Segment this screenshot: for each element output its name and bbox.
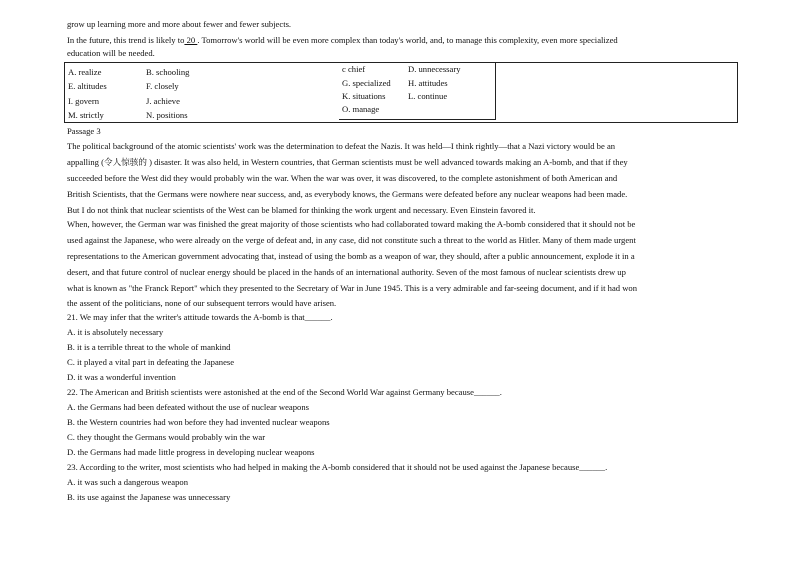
passage-line: desert, and that future control of nuclear energy should be placed in the hands of an international authority. Seven of the most famous of nuclear scientists drew up <box>67 267 626 277</box>
passage-line: The political background of the atomic scientists' work was the determination to defeat the Nazis. It was held—I think rightly—that a Nazi victory would be an <box>67 141 616 151</box>
question-option: B. the Western countries had won before they had invented nuclear weapons <box>67 417 330 427</box>
intro-line: education will be needed. <box>67 48 155 58</box>
intro-text: In the future, this trend is likely to <box>67 35 185 45</box>
word-option: J. achieve <box>146 96 180 106</box>
question-option: D. it was a wonderful invention <box>67 372 176 382</box>
question-option: C. it played a vital part in defeating the Japanese <box>67 357 235 367</box>
word-option: D. unnecessary <box>408 64 461 74</box>
passage-line: representations to the American government advocating that, instead of using the bomb as a weapon of war, they should, after a public announcement, explode it in a <box>67 251 635 261</box>
word-option: A. realize <box>68 67 102 77</box>
word-option: M. strictly <box>68 110 104 120</box>
intro-line: grow up learning more and more about fewer and fewer subjects. <box>67 19 292 29</box>
word-option: O. manage <box>342 104 380 114</box>
passage-line: used against the Japanese, who were already on the verge of defeat and, in any case, did not constitute such a threat to the world as Hitler. Many of them made urgent <box>67 235 636 245</box>
word-option: E. altitudes <box>68 81 107 91</box>
question-stem: 22. The American and British scientists were astonished at the end of the Second World War against Germany because______. <box>67 387 502 397</box>
word-option: N. positions <box>146 110 188 120</box>
question-stem: 23. According to the writer, most scientists who had helped in making the A-bomb considered that it should not be used against the Japanese because______. <box>67 462 608 472</box>
passage-title: Passage 3 <box>67 126 101 136</box>
intro-text: . Tomorrow's world will be even more complex than today's world, and, to manage this complexity, even more specialized <box>197 35 618 45</box>
passage-line: the assent of the politicians, none of our subsequent terrors would have arisen. <box>67 298 337 308</box>
passage-line: When, however, the German war was finished the great majority of those scientists who had collaborated toward making the A-bomb considered that it should not be <box>67 219 636 229</box>
word-option: G. specialized <box>342 78 391 88</box>
word-option: B. schooling <box>146 67 190 77</box>
question-option: D. the Germans had made little progress in developing nuclear weapons <box>67 447 315 457</box>
question-option: A. it is absolutely necessary <box>67 327 164 337</box>
question-option: C. they thought the Germans would probably win the war <box>67 432 266 442</box>
question-option: B. its use against the Japanese was unnecessary <box>67 492 231 502</box>
question-option: A. it was such a dangerous weapon <box>67 477 188 487</box>
word-option: H. attitudes <box>408 78 448 88</box>
answer-blank-20: 20 <box>184 35 198 45</box>
passage-line: But I do not think that nuclear scientists of the West can be blamed for thinking the work urgent and necessary. Even Einstein favored it. <box>67 205 536 215</box>
word-bank-divider <box>495 63 496 120</box>
passage-line: what is known as "the Franck Report" which they presented to the Secretary of War in June 1945. This is a very admirable and far-seeing document, and if it had won <box>67 283 638 293</box>
intro-line-blank <box>67 34 618 46</box>
passage-line: British Scientists, that the Germans were nowhere near success, and, as everybody knows, the Germans were defeated before any nuclear weapons had been made. <box>67 189 628 199</box>
word-option: c chief <box>342 64 366 74</box>
question-option: B. it is a terrible threat to the whole of mankind <box>67 342 231 352</box>
word-option: K. situations <box>342 91 386 101</box>
word-bank-box <box>64 62 738 123</box>
word-bank-divider <box>339 119 495 120</box>
question-stem: 21. We may infer that the writer's attitude towards the A-bomb is that______. <box>67 312 333 322</box>
word-option: I. govern <box>68 96 100 106</box>
word-option: F. closely <box>146 81 179 91</box>
word-option: L. continue <box>408 91 448 101</box>
passage-line: appalling (令人惊骇的 ) disaster. It was also held, in Western countries, that German scientists must be well advanced towards making an A-bomb, and that if they <box>67 157 628 167</box>
question-option: A. the Germans had been defeated without the use of nuclear weapons <box>67 402 309 412</box>
passage-line: succeeded before the West did they would probably win the war. When the war was over, it was discovered, to the complete astonishment of both American and <box>67 173 618 183</box>
